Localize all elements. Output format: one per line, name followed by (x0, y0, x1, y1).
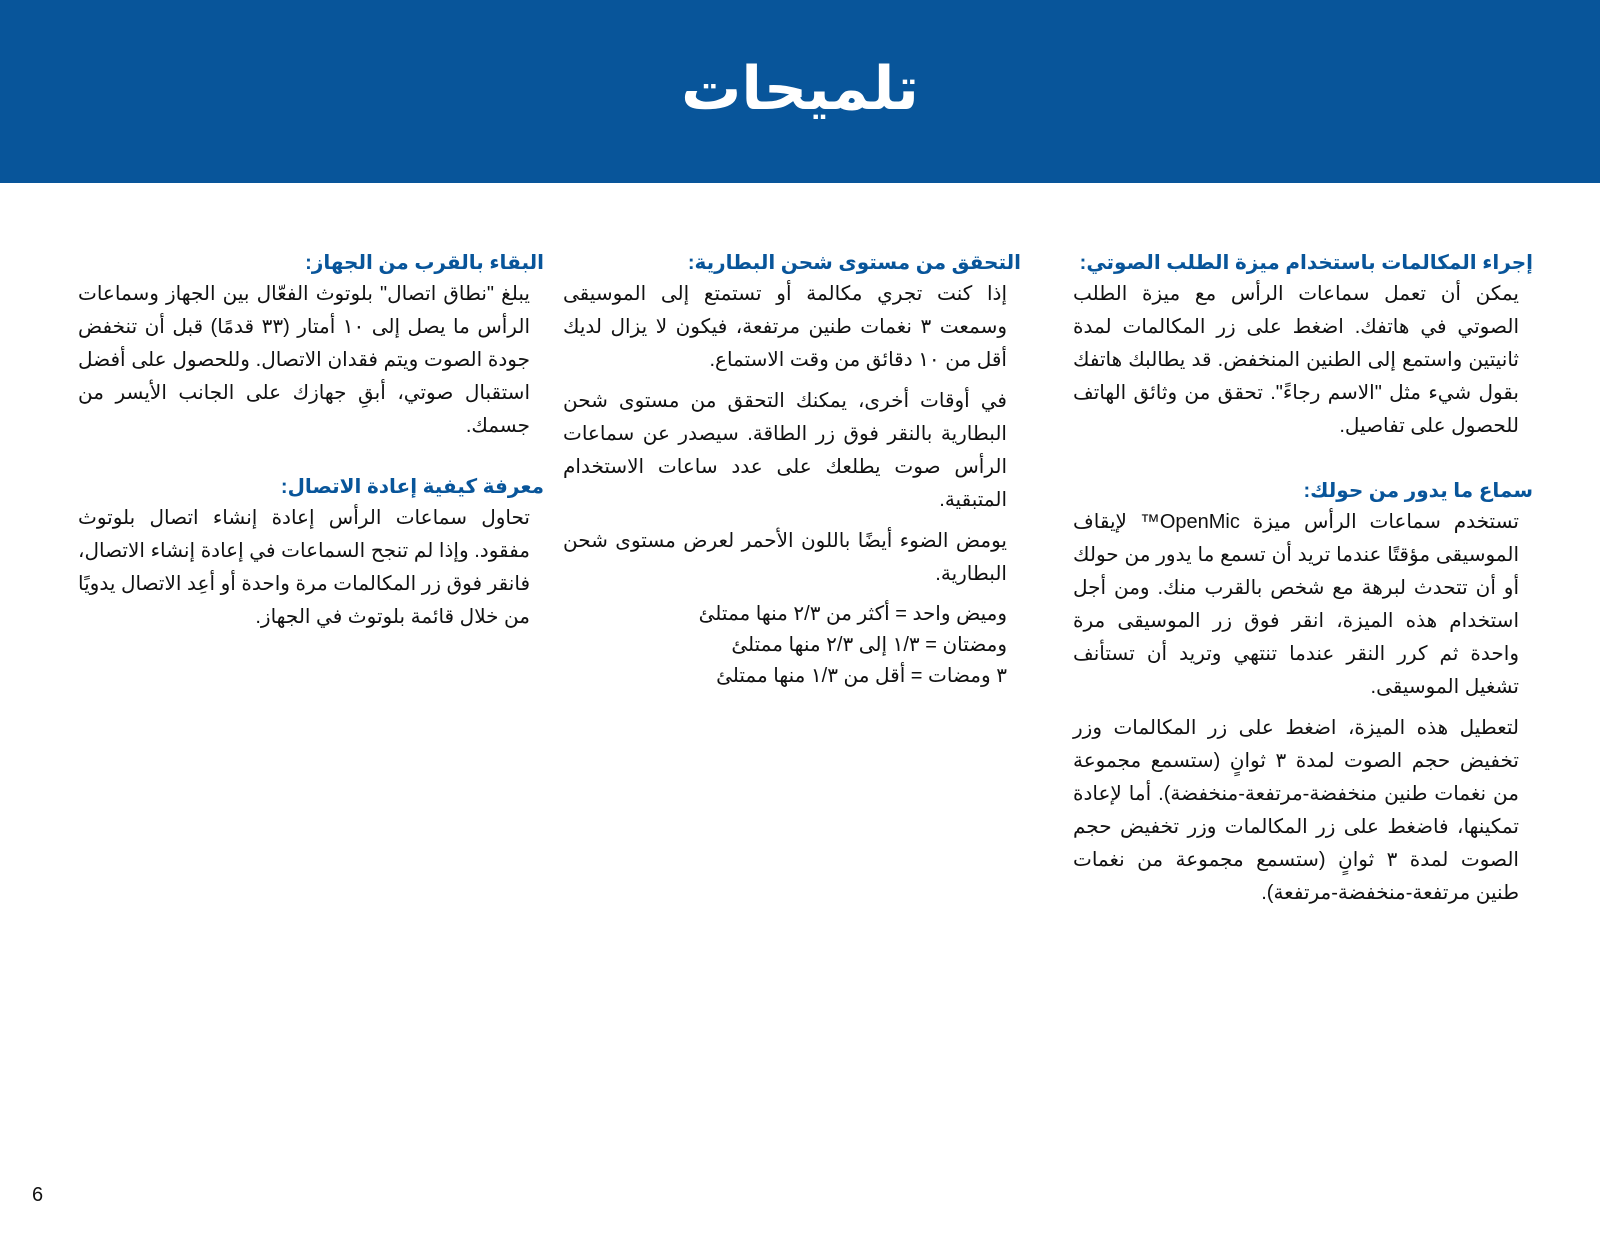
paragraph: يومض الضوء أيضًا باللون الأحمر لعرض مستوى شحن البطارية. (563, 530, 1007, 585)
heading-text: البقاء بالقرب من الجهاز: (305, 252, 544, 274)
column-left (78, 248, 544, 634)
section-heading-reconnect (78, 472, 544, 502)
section-body-stay-close (78, 278, 544, 443)
paragraph: إذا كنت تجري مكالمة أو تستمتع إلى الموسيقى وسمعت ٣ نغمات طنين مرتفعة، فيكون لا يزال لديك أقل من ١٠ دقائق من وقت الاستماع. (563, 283, 1007, 371)
column-right (1073, 248, 1533, 910)
list-item: وميض واحد = أكثر من ٢/٣ منها ممتلئ (698, 603, 1007, 625)
page-title: تلميحات (681, 54, 919, 122)
section-body-battery (563, 278, 1021, 591)
section-body-reconnect (78, 502, 544, 634)
paragraph: في أوقات أخرى، يمكنك التحقق من مستوى شحن البطارية بالنقر فوق زر الطاقة. سيصدر عن سماعات الرأس صوت يطلعك على عدد ساعات الاستخدام المتبقية. (563, 390, 1007, 511)
section-body-voice-dial (1073, 278, 1533, 443)
paragraph: تحاول سماعات الرأس إعادة إنشاء اتصال بلوتوث مفقود. وإذا لم تنجح السماعات في إعادة إنشاء الاتصال، فانقر فوق زر المكالمات مرة واحدة أو أعِد الاتصال يدويًا من خلال قائمة بلوتوث في الجهاز. (78, 507, 530, 628)
paragraph: تستخدم سماعات الرأس ميزة OpenMic™ لإيقاف الموسيقى مؤقتًا عندما تريد أن تسمع ما يدور من حولك أو أن تتحدث لبرهة مع شخص بالقرب منك. ومن أجل استخدام هذه الميزة، انقر فوق زر الموسيقى مرة واحدة ثم كرر النقر عندما تنتهي وتريد أن تستأنف تشغيل الموسيقى. (1073, 511, 1519, 698)
header-band (0, 0, 1600, 183)
heading-text: إجراء المكالمات باستخدام ميزة الطلب الصوتي: (1079, 252, 1533, 274)
battery-blink-list (563, 599, 1021, 692)
list-item: ٣ ومضات = أقل من ١/٣ منها ممتلئ (716, 665, 1007, 687)
paragraph: يبلغ "نطاق اتصال" بلوتوث الفعّال بين الجهاز وسماعات الرأس ما يصل إلى ١٠ أمتار (٣٣ قدمًا) قبل أن تنخفض جودة الصوت ويتم فقدان الاتصال. وللحصول على أفضل استقبال صوتي، أبقِ جهازك على الجانب الأيسر من جسمك. (78, 283, 530, 437)
list-item: ومضتان = ١/٣ إلى ٢/٣ منها ممتلئ (731, 634, 1007, 656)
section-heading-hear-surroundings (1073, 476, 1533, 506)
page-number: 6 (32, 1184, 44, 1206)
paragraph: لتعطيل هذه الميزة، اضغط على زر المكالمات وزر تخفيض حجم الصوت لمدة ٣ ثوانٍ (ستسمع مجموعة من نغمات طنين منخفضة-مرتفعة-منخفضة). أما لإعادة تمكينها، فاضغط على زر المكالمات وزر تخفيض حجم الصوت لمدة ٣ ثوانٍ (ستسمع مجموعة من نغمات طنين مرتفعة-منخفضة-مرتفعة). (1073, 717, 1519, 904)
heading-text: التحقق من مستوى شحن البطارية: (687, 252, 1021, 274)
section-body-hear-surroundings (1073, 506, 1533, 910)
column-middle (563, 248, 1021, 692)
heading-text: سماع ما يدور من حولك: (1303, 480, 1533, 502)
section-heading-voice-dial (1073, 248, 1533, 278)
section-heading-stay-close (78, 248, 544, 278)
heading-text: معرفة كيفية إعادة الاتصال: (280, 476, 544, 498)
paragraph: يمكن أن تعمل سماعات الرأس مع ميزة الطلب الصوتي في هاتفك. اضغط على زر المكالمات لمدة ثانيتين واستمع إلى الطنين المنخفض. قد يطالبك هاتفك بقول شيء مثل "الاسم رجاءً". تحقق من وثائق الهاتف للحصول على تفاصيل. (1073, 283, 1519, 437)
section-heading-battery (563, 248, 1021, 278)
